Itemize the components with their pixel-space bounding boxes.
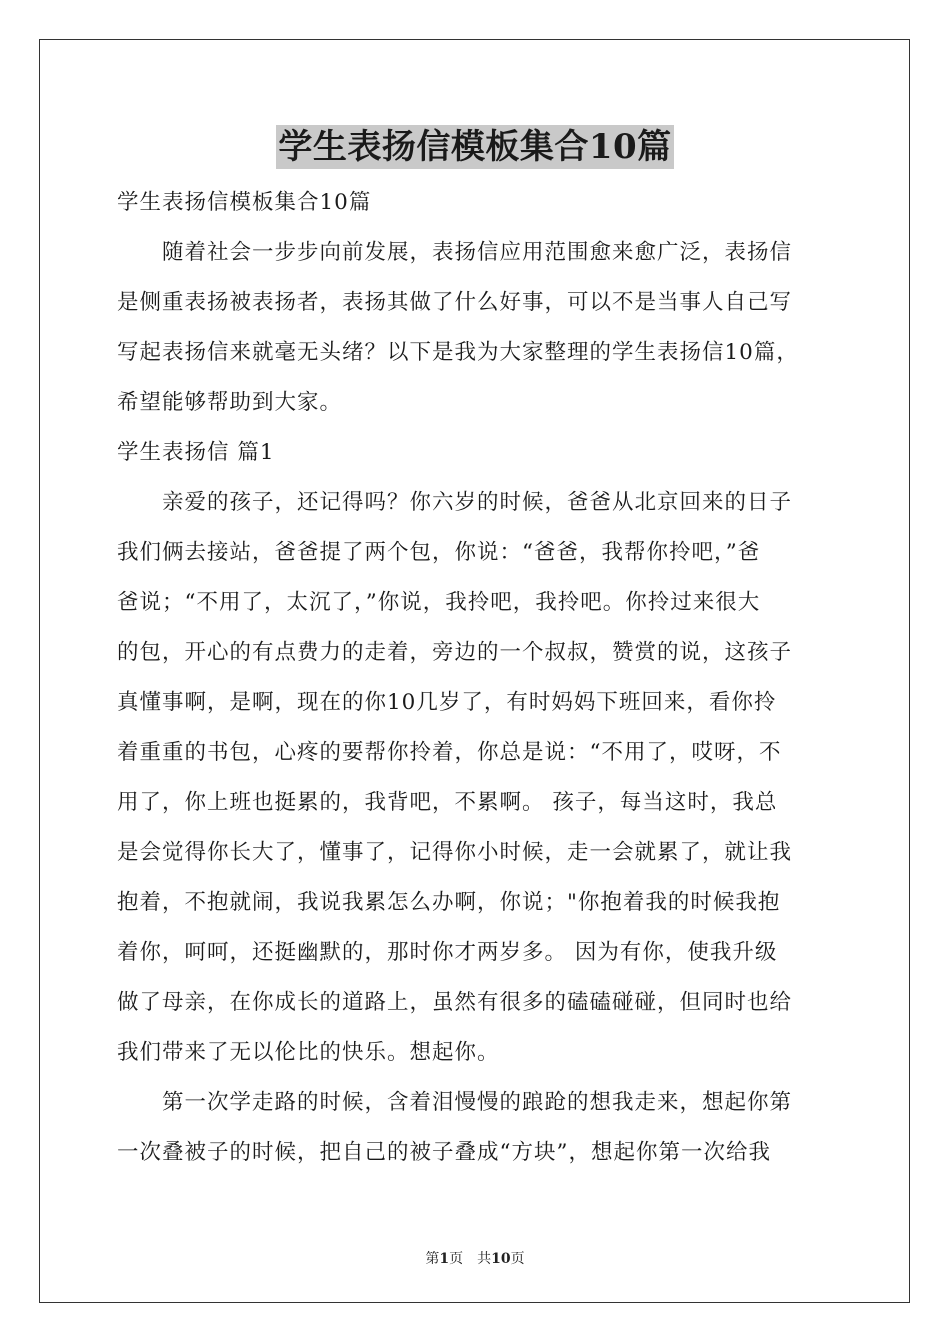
section-heading: 学生表扬信 篇1 (117, 440, 275, 465)
subtitle-line: 学生表扬信模板集合10篇 (117, 190, 372, 215)
paragraph-line: 是会觉得你长大了，懂事了，记得你小时候，走一会就累了，就让我 (117, 840, 793, 865)
document-body (117, 178, 837, 1178)
paragraph-line: 用了，你上班也挺累的，我背吧，不累啊。 孩子，每当这时，我总 (117, 790, 778, 815)
paragraph-line: 随着社会一步步向前发展，表扬信应用范围愈来愈广泛，表扬信 (117, 240, 793, 265)
total-pages-number: 10 (491, 1251, 511, 1267)
paragraph-line: 写起表扬信来就毫无头绪？以下是我为大家整理的学生表扬信10篇， (117, 340, 799, 365)
paragraph-line: 的包，开心的有点费力的走着，旁边的一个叔叔，赞赏的说，这孩子 (117, 640, 793, 665)
paragraph-line: 一次叠被子的时候，把自己的被子叠成“方块”，想起你第一次给我 (117, 1140, 771, 1165)
paragraph-line: 亲爱的孩子，还记得吗？你六岁的时候，爸爸从北京回来的日子 (117, 490, 793, 515)
paragraph-line: 着重重的书包，心疼的要帮你拎着，你总是说：“不用了，哎呀，不 (117, 740, 782, 765)
paragraph-line: 是侧重表扬被表扬者，表扬其做了什么好事，可以不是当事人自己写 (117, 290, 793, 315)
paragraph-line: 我们带来了无以伦比的快乐。想起你。 (117, 1040, 500, 1065)
current-page-number: 1 (439, 1251, 450, 1267)
paragraph-line: 抱着，不抱就闹，我说我累怎么办啊，你说；"你抱着我的时候我抱 (117, 890, 781, 915)
paragraph-line: 爸说；“不用了，太沉了，”你说，我拎吧，我拎吧。你拎过来很大 (117, 590, 761, 615)
paragraph-line: 真懂事啊，是啊，现在的你10几岁了，有时妈妈下班回来，看你拎 (117, 690, 777, 715)
paragraph-line: 第一次学走路的时候，含着泪慢慢的踉跄的想我走来，想起你第 (117, 1090, 793, 1115)
footer-mid: 页 共 (449, 1251, 492, 1267)
paragraph-line: 我们俩去接站，爸爸提了两个包，你说：“爸爸，我帮你拎吧，”爸 (117, 540, 761, 565)
paragraph-line: 希望能够帮助到大家。 (117, 390, 343, 415)
paragraph-line: 做了母亲，在你成长的道路上，虽然有很多的磕磕碰碰，但同时也给 (117, 990, 793, 1015)
footer-prefix: 第 (425, 1251, 440, 1267)
paragraph-line: 着你，呵呵，还挺幽默的，那时你才两岁多。 因为有你，使我升级 (117, 940, 778, 965)
page-footer (0, 1248, 950, 1268)
document-title: 学生表扬信模板集合10篇 (278, 127, 672, 167)
title-container (0, 125, 950, 169)
footer-suffix: 页 (510, 1251, 525, 1267)
